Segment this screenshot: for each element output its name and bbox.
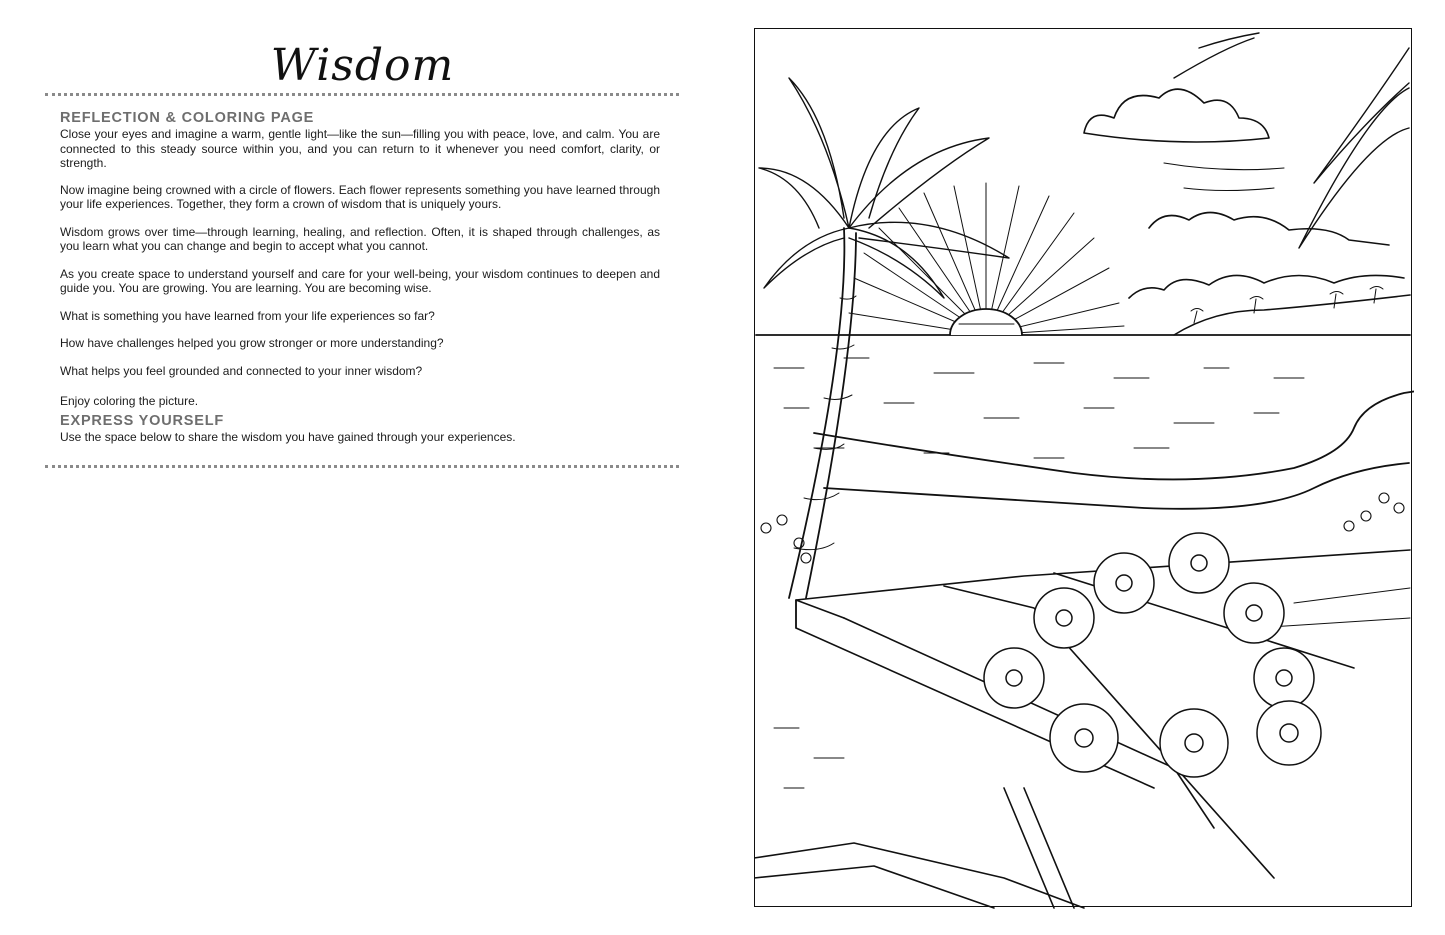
question-2: How have challenges helped you grow stronger or more understanding? <box>60 336 444 350</box>
top-divider <box>45 93 679 96</box>
reflection-heading: REFLECTION & COLORING PAGE <box>60 110 315 126</box>
page-title: Wisdom <box>270 40 455 91</box>
question-3: What helps you feel grounded and connected to your inner wisdom? <box>60 363 423 378</box>
coloring-illustration <box>754 28 1414 909</box>
reflection-paragraph-4: As you create space to understand yourself and care for your well-being, your wisdom continues to deepen and guide you. You are growing. You are learning. You are becoming wise. <box>60 266 660 295</box>
text-page <box>0 0 700 935</box>
reflection-paragraph-2: Now imagine being crowned with a circle of flowers. Each flower represents something you have learned through your life experiences. Together, they form a crown of wisdom that is uniquely yours. <box>60 182 660 211</box>
closing-line: Enjoy coloring the picture. <box>60 394 199 408</box>
reflection-paragraph-3: Wisdom grows over time—through learning, healing, and reflection. Often, it is shaped through challenges, as you learn what you can change and begin to accept what you cannot. <box>60 224 660 253</box>
content-column <box>60 110 660 444</box>
reflection-paragraph-1: Close your eyes and imagine a warm, gentle light—like the sun—filling you with peace, love, and calm. You are connected to this steady source within you, and you can return to it whenever you need comfort, clarity, or strength. <box>60 127 660 170</box>
bottom-divider <box>45 465 679 468</box>
express-text: Use the space below to share the wisdom you have gained through your experiences. <box>60 429 516 444</box>
express-heading: EXPRESS YOURSELF <box>60 412 225 429</box>
illustration-frame <box>754 28 1412 907</box>
question-1: What is something you have learned from your life experiences so far? <box>60 308 435 323</box>
